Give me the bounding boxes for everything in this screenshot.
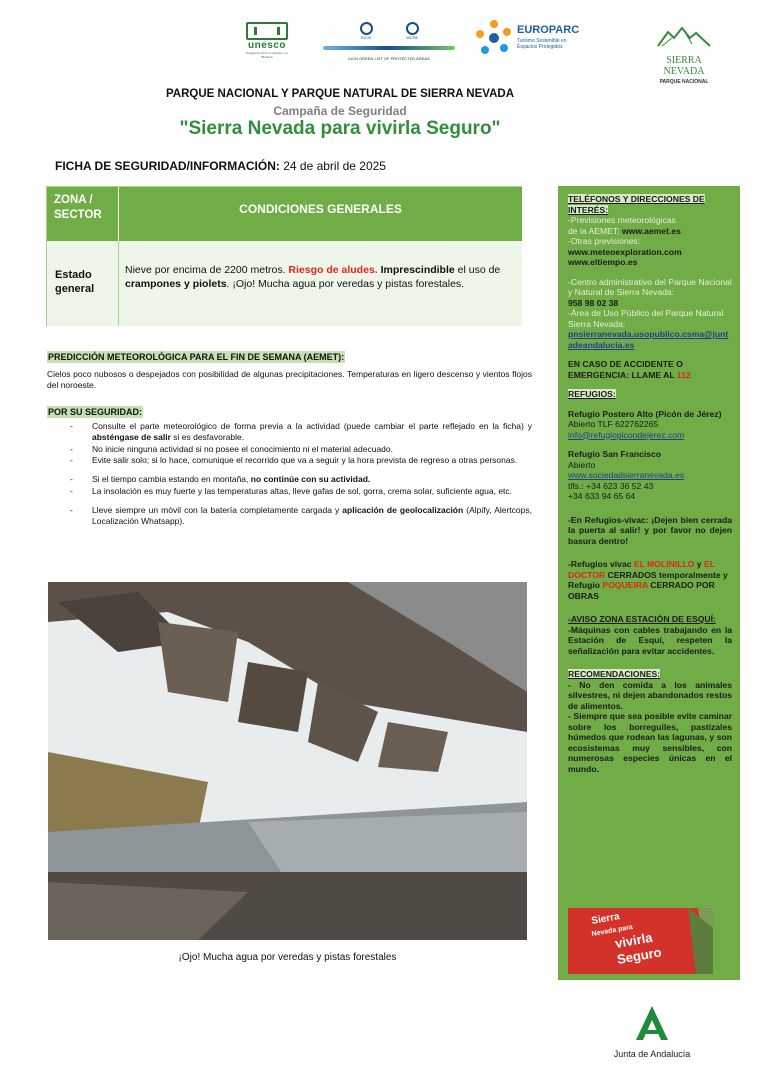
closed-text: CERRADO POR OBRAS [568,580,715,601]
bullet-dash: - [70,485,73,496]
park-title: PARQUE NACIONAL Y PARQUE NATURAL DE SIERRA NEVADA [165,88,514,100]
recommendation-2: - Siempre que sea posible evite caminar sobre los borreguiles, pastizales húmedos que rodean las lagunas, y son ecosistemas muy sensibles, con numerosas especies únicas en el mundo. [568,711,732,774]
junta-andalucia-logo [612,1004,692,1064]
unesco-wordmark: unesco [247,40,286,51]
list-item [70,486,532,497]
refugio-1-email-link[interactable]: info@refugiopicondejerez.com [568,429,685,440]
tshirt-text-1: Sierra [590,911,621,927]
iucn-badge-label: IUCN [361,35,371,40]
item-bold: absténgase de salir [92,431,171,442]
zone-header-line1: ZONA / [54,194,93,206]
emergency-number: 112 [676,369,691,380]
cond-gear: crampones y piolets [125,278,227,290]
tshirt-text-3: vivirla [613,929,654,951]
item-text: Si el tiempo cambia estando en montaña, [92,474,251,485]
phones-heading: TELÉFONOS Y DIRECCIONES DE INTERÉS: [568,194,705,215]
refugio-2-phone-2: +34 633 94 65 64 [568,491,636,501]
unesco-temple-icon [246,22,288,40]
other-forecasts-label: -Otras previsiones: [568,236,641,246]
campaign-slogan: "Sierra Nevada para vivirla Seguro" [179,118,501,139]
snowy-stream-image [48,582,527,940]
iucn-logo [323,22,455,62]
row-label-line1: Estado [55,269,92,281]
safety-heading-text: POR SU SEGURIDAD: [48,407,143,417]
admin-center-label: -Centro administrativo del Parque Nacional y Natural de Sierra Nevada: [568,276,732,297]
europarc-star-icon [474,18,514,58]
safety-heading [47,402,143,420]
item-text: si es desfavorable. [170,431,245,442]
campaign-tshirt-photo [568,908,713,974]
cond-use: el uso de [454,264,501,276]
recommendation-1: - No den comida a los animales silvestres, ni dejen abandonados restos de alimentos. [568,679,732,711]
wcpa-badge-label: WCPA [406,35,418,40]
item-text: Evite salir solo; si lo hace, comunique el recorrido que va a seguir y la hora prevista de regreso a otras personas. [92,455,518,466]
item-text: Consulte el parte meteorológico de forma previa a la actividad (puede cambiar el parte reflejado en la ficha) y [92,421,532,431]
conditions-header: CONDICIONES GENERALES [119,187,522,241]
list-item [70,455,532,466]
bullet-dash: - [70,455,73,466]
tshirt-text-2: Nevada para [591,923,634,938]
mountain-icon [656,26,712,48]
unesco-subtitle: Programa sobre el Hombre y la Biosfera [246,51,288,59]
ficha-label: FICHA DE SEGURIDAD/INFORMACIÓN: [55,159,280,173]
emergency-text: EN CASO DE ACCIDENTE O EMERGENCIA: LLAME AL [568,359,683,380]
refugio-2-status: Abierto [568,459,596,470]
ski-notice: -Máquinas con cables trabajando en la Estación de Esquí, respeten la señalización para evitar accidentes. [568,624,732,656]
vivac-notice: -En Refugios-vivac: ¡Dejen bien cerrada la puerta al salir! y por favor no dejen basura dentro! [568,514,732,546]
sierra-nevada-name-1: SIERRA [666,55,702,66]
list-item [70,474,532,485]
bullet-dash: - [70,504,73,515]
info-sidebar [558,186,740,980]
aemet-label: -Previsiones meteorológicas [568,215,676,225]
cond-avalanche-risk: Riesgo de aludes. [288,264,378,276]
conditions-text [119,241,522,326]
cond-snow: Nieve por encima de 2200 metros. [125,264,289,276]
closed-poqueira: POQUEIRA [602,580,648,590]
item-text: Lleve siempre un móvil con la batería completamente cargada y [92,504,343,515]
cond-water: . ¡Ojo! Mucha agua por veredas y pistas forestales. [226,278,465,290]
row-label-line2: general [55,283,95,295]
item-bold: aplicación de geolocalización [342,504,464,515]
photo-caption: ¡Ojo! Mucha agua por veredas y pistas forestales [178,952,397,963]
mountain-photo [48,582,527,940]
list-item [70,444,532,455]
bullet-dash: - [70,443,73,454]
eltiempo-link[interactable]: www.eltiempo.es [568,257,638,267]
ficha-line [55,159,386,173]
junta-name: Junta de Andalucía [613,1049,691,1059]
closed-text: -Refugios vivac [568,559,634,569]
refugios-heading: REFUGIOS: [568,389,616,399]
tshirt-image [568,908,713,974]
public-use-email-link[interactable]: pnsierranevada.usopublico.csma@juntadeandalucia.es [568,329,729,350]
iucn-caption: IUCN GREEN LIST OF PROTECTED AREAS [348,56,430,61]
aemet-label-2: de la AEMET: [568,225,622,236]
closed-text: CERRADOS temporalmente y Refugio [568,569,728,590]
bullet-dash: - [70,421,73,431]
zone-header [47,187,119,241]
ficha-date: 24 de abril de 2025 [279,159,386,173]
campaign-title: Campaña de Seguridad [273,104,407,118]
sierra-nevada-subtitle: PARQUE NACIONAL [659,79,709,85]
meteoexploration-link[interactable]: www.meteoexploration.com [568,246,682,257]
europarc-subtitle: Turismo Sostenible en Espacios Protegidos [517,38,567,50]
item-text: La insolación es muy fuerte y las temperaturas altas, lleve gafas de sol, gorra, crema solar, suficiente agua, etc. [92,485,513,496]
cond-essential: Imprescindible [380,264,455,276]
public-use-label: -Área de Uso Público del Parque Natural Sierra Nevada: [568,308,724,329]
admin-center-phone: 958 98 02 38 [568,297,619,308]
closed-doctor: EL DOCTOR [568,559,715,580]
ski-heading: -AVISO ZONA ESTACIÓN DE ESQUÍ: [568,614,716,624]
safety-list [70,421,532,527]
iucn-circle-icon [360,22,373,35]
europarc-logo [474,18,584,64]
closed-refugios-notice [568,559,732,601]
wcpa-circle-icon [406,22,419,35]
list-item [70,421,532,443]
refugio-2-phone-1: tlfs.: +34 623 36 52 43 [568,480,654,491]
europarc-name: EUROPARC [517,24,580,36]
item-text: (Alpify, Alertcops, Localización Whatsapp). [92,504,532,526]
recommendations-heading: RECOMENDACIONES: [568,669,661,679]
refugio-2-web-link[interactable]: www.sociedadsierranevada.es [568,470,685,480]
row-label [47,241,119,326]
sierra-nevada-logo [654,26,714,96]
refugio-1-status: Abierto TLF 622762265 [568,419,659,429]
aemet-link[interactable]: www.aemet.es [621,225,681,236]
unesco-logo [243,22,291,62]
junta-arch-icon [632,1004,672,1042]
tshirt-text-4: Seguro [615,944,663,967]
prediction-heading [47,347,345,365]
bullet-dash: - [70,474,73,485]
list-item [70,505,532,527]
zone-header-line2: SECTOR [54,209,102,221]
item-text: No inicie ninguna actividad si no posee el conocimiento ni el material adecuado. [92,443,393,454]
refugio-2-name: Refugio San Francisco [568,449,662,459]
closed-text: y [694,559,704,569]
conditions-table [46,186,522,326]
prediction-heading-text: PREDICCIÓN METEOROLÓGICA PARA EL FIN DE SEMANA (AEMET): [48,352,345,362]
sierra-nevada-name-2: NEVADA [663,66,705,77]
green-list-bar [323,46,455,50]
prediction-text: Cielos poco nubosos o despejados con posibilidad de algunas precipitaciones. Temperaturas en ligero descenso y vientos flojos del noroeste. [47,369,532,390]
closed-molinillo: EL MOLINILLO [633,559,695,569]
refugio-1-name: Refugio Postero Alto (Picón de Jérez) [568,408,722,419]
item-bold: no continúe con su actividad. [250,474,371,485]
